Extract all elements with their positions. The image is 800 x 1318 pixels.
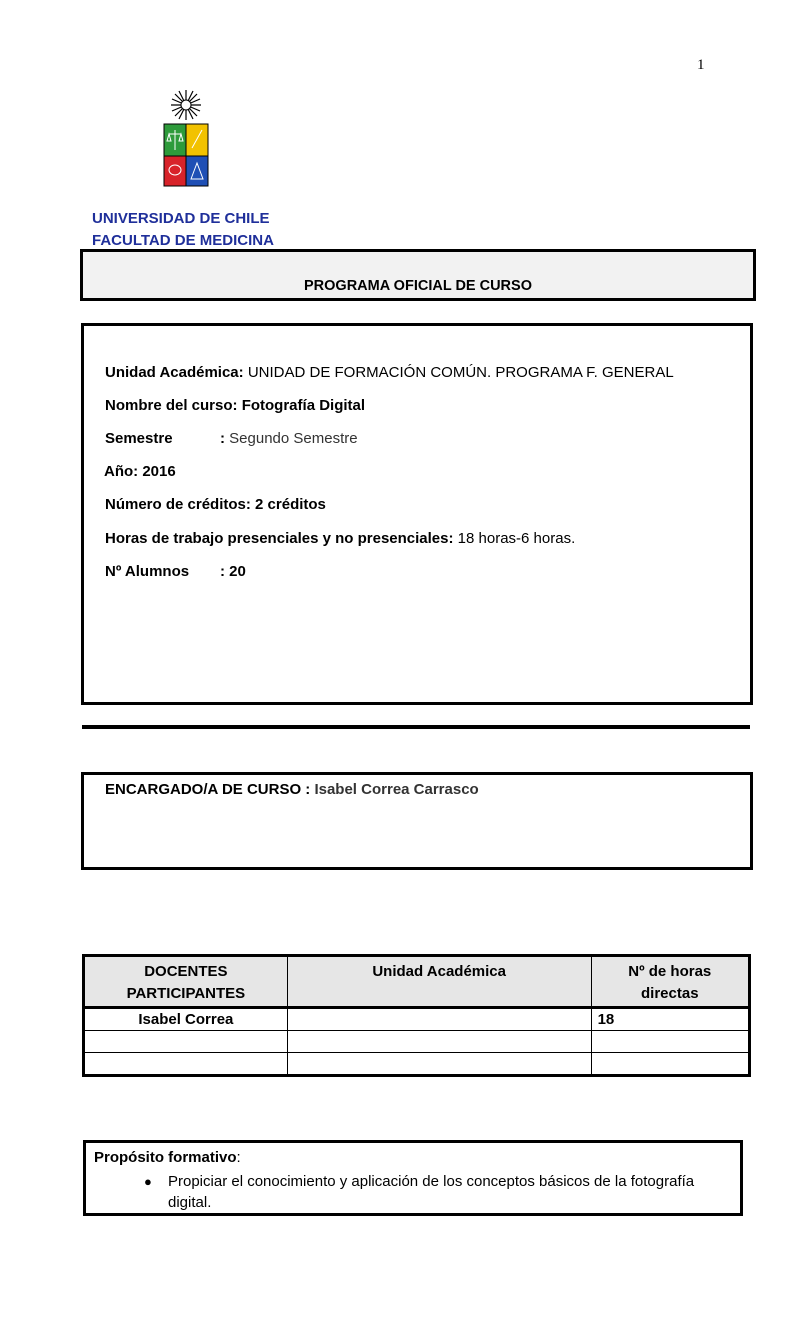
proposito-label: Propósito formativo: [94, 1149, 237, 1166]
table-cell: Isabel Correa: [84, 1008, 288, 1031]
anio-value: 2016: [142, 463, 176, 480]
table-cell: [84, 1031, 288, 1053]
document-title: PROGRAMA OFICIAL DE CURSO: [304, 278, 532, 294]
page-number: 1: [697, 57, 705, 73]
docentes-table: [82, 954, 751, 1077]
unidad-label: Unidad Académica:: [105, 364, 244, 381]
institution-heading: [92, 208, 274, 252]
list-item: [144, 1171, 728, 1213]
header-docentes: DOCENTES PARTICIPANTES: [84, 956, 288, 1008]
semestre-value: Segundo Semestre: [225, 430, 358, 447]
anio-line: [104, 463, 176, 480]
encargado-line: [105, 781, 479, 798]
table-cell: [84, 1053, 288, 1076]
nombre-line: [105, 397, 365, 414]
table-cell: [287, 1031, 591, 1053]
proposito-colon: :: [236, 1149, 241, 1166]
table-cell: [591, 1031, 749, 1053]
table-row: [84, 1053, 750, 1076]
horas-label: Horas de trabajo presenciales y no presenciales:: [105, 530, 454, 547]
header-horas: Nº de horas directas: [591, 956, 749, 1008]
university-crest: [156, 86, 216, 190]
nombre-value: Fotografía Digital: [241, 397, 366, 414]
faculty-name: FACULTAD DE MEDICINA: [92, 232, 274, 249]
alumnos-line: [105, 563, 405, 580]
semestre-line: [105, 430, 505, 447]
header-unidad: Unidad Académica: [287, 956, 591, 1008]
course-info-box: [81, 323, 753, 705]
alumnos-value: : 20: [220, 563, 246, 580]
creditos-value: 2 créditos: [255, 496, 326, 513]
alumnos-label: Nº Alumnos: [105, 563, 190, 580]
proposito-box: [83, 1140, 743, 1216]
semestre-colon: :: [220, 430, 225, 447]
creditos-label: Número de créditos:: [105, 496, 256, 513]
table-row: [84, 1008, 750, 1031]
proposito-heading: [94, 1149, 241, 1166]
table-header-row: [84, 956, 750, 1008]
proposito-item-text: Propiciar el conocimiento y aplicación de los conceptos básicos de la fotografía digital.: [168, 1173, 695, 1211]
horas-line: [105, 530, 575, 547]
encargado-value: Isabel Correa Carrasco: [314, 781, 479, 798]
section-divider: [82, 725, 750, 729]
table-cell: [287, 1008, 591, 1031]
unidad-value: UNIDAD DE FORMACIÓN COMÚN. PROGRAMA F. GENERAL: [243, 364, 674, 381]
university-name: UNIVERSIDAD DE CHILE: [92, 210, 270, 227]
semestre-label: Semestre: [105, 430, 173, 447]
horas-value: 18 horas-6 horas.: [453, 530, 576, 547]
table-cell: [591, 1053, 749, 1076]
unidad-line: [105, 364, 674, 381]
encargado-label: ENCARGADO/A DE CURSO :: [105, 781, 315, 798]
bullet-icon: ●: [144, 1174, 152, 1189]
table-cell: 18: [591, 1008, 749, 1031]
table-cell: [287, 1053, 591, 1076]
table-row: [84, 1031, 750, 1053]
encargado-box: [81, 772, 753, 870]
anio-label: Año:: [104, 463, 143, 480]
creditos-line: [105, 496, 326, 513]
nombre-label: Nombre del curso:: [105, 397, 242, 414]
document-title-box: [80, 249, 756, 301]
